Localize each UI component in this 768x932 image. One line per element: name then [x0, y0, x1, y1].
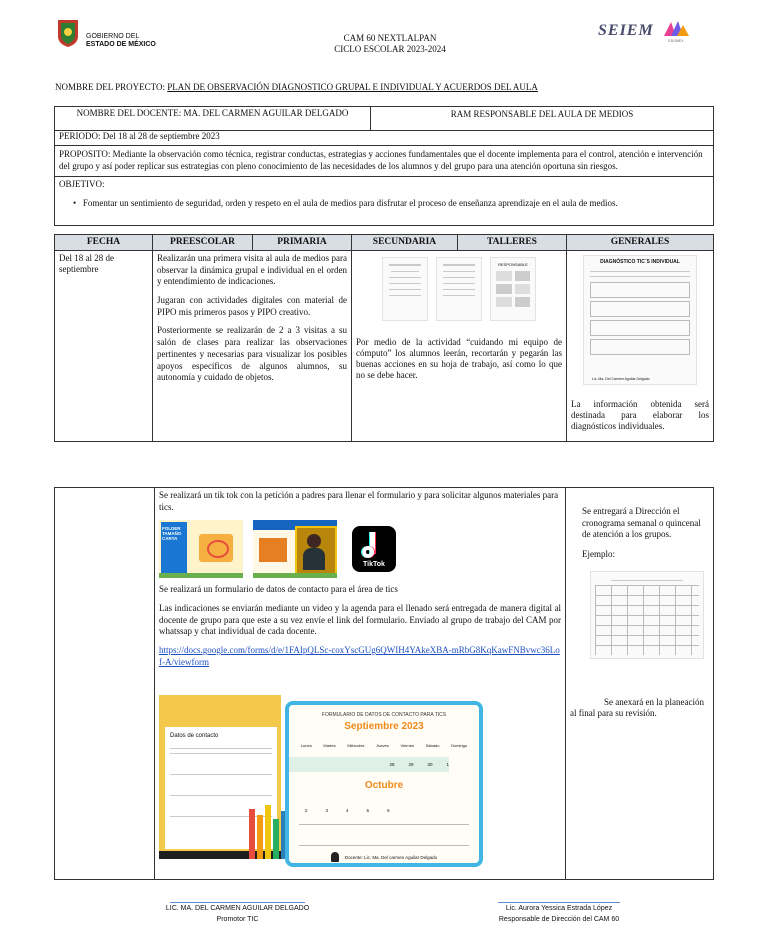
- signature-right-name: Lic. Aurora Yessica Estrada López: [505, 905, 613, 912]
- school-name: CAM 60 NEXTLALPAN: [343, 33, 437, 43]
- preescolar-paragraph-1: Realizarán una primera visita al aula de medios para observar la dinámica grupal e individual en el orden y entendimiento de indicaciones.: [157, 253, 347, 287]
- project-name: PLAN DE OBSERVACIÓN DIAGNOSTICO GRUPAL E INDIVIDUAL Y ACUERDOS DEL AULA: [167, 82, 538, 92]
- diagnostic-form-footer: Lic. Ma. Del Carmen Aguilar Delgado: [592, 377, 650, 381]
- worksheet-title: RESPONSABLE: [498, 262, 528, 267]
- diagnostic-form-image: [583, 255, 697, 385]
- empty-date-cell: [55, 488, 155, 880]
- direction-text: Se entregará a Dirección el cronograma semanal o quincenal de atención a los grupos.: [582, 506, 701, 540]
- cal-num-28: 28: [389, 761, 395, 767]
- cal-num-5: 5: [366, 807, 370, 813]
- header-talleres: TALLERES: [457, 235, 566, 251]
- calendar-days-row: [295, 740, 473, 751]
- cal-num-6: 6: [387, 807, 390, 813]
- tiktok-text: Se realizará un tik tok con la petición a padres para llenar el formulario y para solicitar algunos materiales para tics.: [159, 490, 559, 512]
- objective-label: OBJETIVO:: [59, 179, 105, 189]
- annex-text: Se anexará en la planeación al final para su revisión.: [570, 696, 704, 719]
- tiktok-label: TikTok: [363, 561, 385, 569]
- edomex-logo: [662, 19, 690, 43]
- edomex-shield-logo: [55, 18, 81, 48]
- purpose-cell: PROPOSITO: Mediante la observación como técnica, registrar conductas, estrategias y acciones fundamentales que el docente implementa para el control, atención e intervención del grupo y así poder replicar sus estrategias con pleno conocimiento de las necesidades de los alumnos y del grupo para una atención oportuna sin riesgos.: [55, 146, 714, 177]
- calendar-grid: [299, 824, 469, 846]
- header-fecha: FECHA: [55, 235, 153, 251]
- day-wed: Miércoles: [347, 742, 365, 748]
- calendar-week-1: [289, 757, 449, 772]
- contact-calendar: [285, 701, 483, 867]
- secundaria-cell: [352, 251, 567, 442]
- tiktok-images: [159, 520, 561, 578]
- preescolar-paragraph-3: Posteriormente se realizarán de 2 a 3 visitas a su salón de clases para realizar las observaciones pertinentes y necesarias para visualizar los posibles apoyos específicos de algunos alumnos, su autonomía y cuidado de objetos.: [157, 325, 347, 383]
- bullet-icon: •: [73, 198, 77, 208]
- preescolar-paragraph-2: Jugaran con actividades digitales con material de PIPO mis primeros pasos y PIPO creativo.: [157, 295, 347, 317]
- objective-text: Fomentar un sentimiento de seguridad, orden y respeto en el aula de medios para disfrutar el proceso de enseñanza aprendizaje en el aula de medios.: [82, 198, 618, 208]
- gov-line-1: GOBIERNO DEL: [86, 33, 140, 40]
- diagnostic-form-title: DIAGNÓSTICO TIC´S INDIVIDUAL: [600, 259, 680, 265]
- day-sat: Sábado: [425, 742, 440, 748]
- header-preescolar: PREESCOLAR: [153, 235, 253, 251]
- calendar-title: FORMULARIO DE DATOS DE CONTACTO PARA TICS: [321, 711, 447, 718]
- day-sun: Domingo: [451, 742, 468, 748]
- government-logo-text: [86, 33, 156, 49]
- form-card-title: Datos de contacto: [170, 732, 219, 739]
- signature-left: [160, 902, 315, 925]
- period-cell: PERIODO: Del 18 al 28 de septiembre 2023: [55, 131, 714, 146]
- worksheet-image-2: [436, 257, 482, 321]
- preescolar-cell: [153, 251, 352, 442]
- calendar-teacher: Docente: Lic. Ma. Del carmen Aguilar Delgado: [344, 854, 438, 860]
- second-table: [54, 487, 714, 880]
- day-thu: Jueves: [376, 742, 389, 748]
- activities-cell: [155, 488, 566, 880]
- cal-num-30: 30: [427, 761, 433, 767]
- generales-text: La información obtenida será destinada para elaborar los diagnósticos individuales.: [571, 399, 709, 431]
- seiem-logo: SEIEM: [598, 22, 654, 39]
- signature-right: [484, 902, 634, 925]
- edomex-logo-text: EDOMEX: [668, 39, 684, 43]
- cal-num-2: 2: [305, 807, 308, 813]
- secundaria-text: Por medio de la actividad “cuidando mi equipo de cómputo” los alumnos leerán, recortarán y pegarán las buenas acciones en su hoja de trabajo, así como lo que no se debe hacer.: [356, 337, 562, 380]
- school-cycle: CICLO ESCOLAR 2023-2024: [334, 44, 446, 54]
- header-secundaria: SECUNDARIA: [352, 235, 458, 251]
- tiktok-icon: [352, 526, 396, 572]
- header-generales: GENERALES: [567, 235, 714, 251]
- day-mon: Lunes: [300, 742, 312, 748]
- project-label: NOMBRE DEL PROYECTO:: [55, 82, 168, 92]
- cal-num-1: 1: [446, 761, 449, 767]
- day-tue: Martes: [323, 742, 336, 748]
- schedule-example-image: [590, 571, 704, 659]
- worksheet-image-3: [490, 257, 536, 321]
- calendar-footer: [289, 852, 479, 863]
- calendar-month-2: Octubre: [364, 779, 404, 791]
- poster-text: FOLDER TAMAÑO CARTA: [162, 526, 182, 542]
- form-text: Se realizará un formulario de datos de contacto para el área de tics: [159, 584, 398, 595]
- signature-left-name: LIC. MA. DEL CARMEN AGUILAR DELGADO: [165, 905, 310, 912]
- calendar-month-1: Septiembre 2023: [344, 720, 424, 732]
- project-name-line: [55, 82, 538, 92]
- poster-image-1: [159, 520, 243, 578]
- form-and-calendar-image: [159, 695, 561, 863]
- date-cell: Del 18 al 28 de septiembre: [55, 251, 153, 442]
- signature-right-role: Responsable de Dirección del CAM 60: [498, 916, 620, 923]
- teacher-cell: NOMBRE DEL DOCENTE: MA. DEL CARMEN AGUILAR DELGADO: [55, 107, 371, 131]
- header-primaria: PRIMARIA: [253, 235, 352, 251]
- signature-left-role: Promotor TIC: [216, 916, 259, 923]
- worksheet-image-1: [382, 257, 428, 321]
- info-table: [54, 106, 714, 226]
- day-fri: Viernes: [400, 742, 414, 748]
- cal-num-3: 3: [325, 807, 329, 813]
- school-header: [300, 33, 480, 55]
- example-label: Ejemplo:: [582, 549, 615, 560]
- objective-cell: [55, 177, 714, 226]
- direction-cell: [566, 488, 714, 880]
- teacher-avatar-icon: [331, 852, 339, 862]
- tiktok-logo: [347, 520, 401, 578]
- gov-line-2: ESTADO DE MÉXICO: [86, 41, 156, 48]
- responsible-cell: RAM RESPONSABLE DEL AULA DE MEDIOS: [371, 107, 714, 131]
- objective-item: [73, 198, 709, 208]
- activities-table: [54, 234, 714, 442]
- calendar-week-2: [305, 805, 479, 816]
- google-form-link[interactable]: https://docs.google.com/forms/d/e/1FAIpQLSc-coxYscGUg6QWIH4YAkeXBA-mRbG8KqKawFNBvwc36Lof-A/viewform: [159, 645, 560, 667]
- cal-num-4: 4: [346, 807, 349, 813]
- poster-image-2: [253, 520, 337, 578]
- generales-cell: [567, 251, 714, 442]
- indications-text: Las indicaciones se enviarán mediante un video y la agenda para el llenado será entregada de manera digital al docente de grupo para que este a su vez envíe el link del formulario. Enviado al grupo de trabajo del CAM por whatssap y chat individual de cada docente.: [159, 603, 561, 637]
- cal-num-29: 29: [408, 761, 414, 767]
- worksheet-images: [356, 253, 562, 323]
